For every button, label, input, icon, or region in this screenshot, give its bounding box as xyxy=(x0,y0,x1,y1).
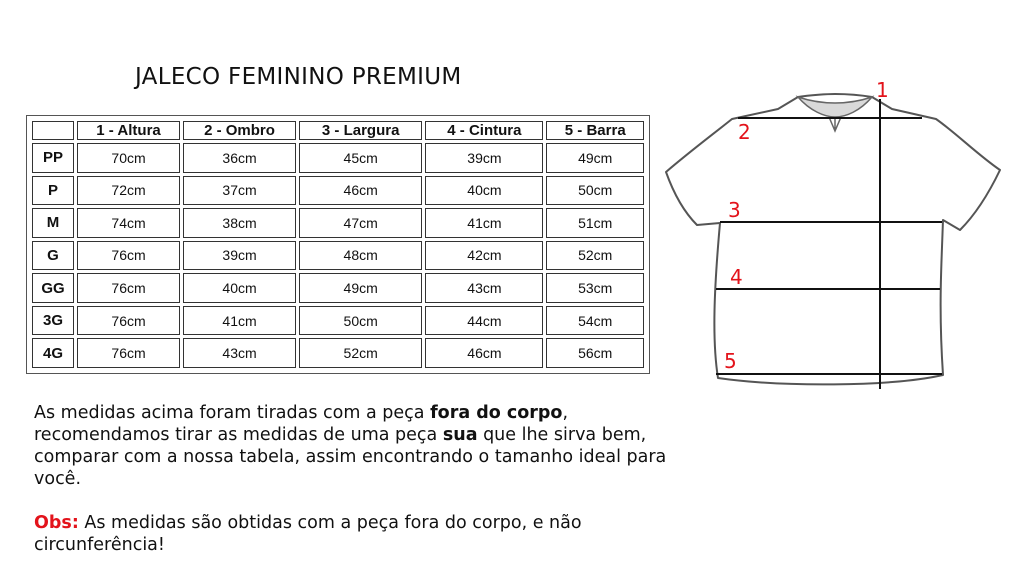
size-label: 4G xyxy=(32,338,74,368)
table-header-row xyxy=(32,121,644,140)
notes-paragraph xyxy=(34,402,674,490)
table-cell: 42cm xyxy=(425,241,543,271)
table-row xyxy=(32,208,644,238)
table-cell: 76cm xyxy=(77,338,180,368)
table-cell: 72cm xyxy=(77,176,180,206)
table-cell: 50cm xyxy=(546,176,644,206)
table-row xyxy=(32,176,644,206)
obs-label: Obs: xyxy=(34,513,79,533)
size-label: PP xyxy=(32,143,74,173)
shirt-outline xyxy=(666,94,1000,384)
table-cell: 43cm xyxy=(425,273,543,303)
table-cell: 47cm xyxy=(299,208,422,238)
column-header-barra: 5 - Barra xyxy=(546,121,644,140)
table-cell: 39cm xyxy=(183,241,296,271)
table-row xyxy=(32,143,644,173)
table-cell: 70cm xyxy=(77,143,180,173)
notes-text: que lhe sirva bem, comparar com a nossa tabela, assim encontrando o tamanho ideal para você. xyxy=(34,425,667,489)
table-cell: 52cm xyxy=(546,241,644,271)
table-cell: 50cm xyxy=(299,306,422,336)
table-row xyxy=(32,338,644,368)
notes-text: As medidas acima foram tiradas com a peça xyxy=(34,403,431,423)
table-cell: 41cm xyxy=(425,208,543,238)
table-cell: 40cm xyxy=(425,176,543,206)
measurement-notes xyxy=(34,402,674,556)
table-row xyxy=(32,273,644,303)
obs-text: As medidas são obtidas com a peça fora do corpo, e não circunferência! xyxy=(34,513,582,555)
size-table-container xyxy=(26,115,650,374)
table-cell: 36cm xyxy=(183,143,296,173)
column-header-ombro: 2 - Ombro xyxy=(183,121,296,140)
table-corner-cell xyxy=(32,121,74,140)
table-cell: 37cm xyxy=(183,176,296,206)
table-cell: 56cm xyxy=(546,338,644,368)
table-cell: 76cm xyxy=(77,306,180,336)
column-header-altura: 1 - Altura xyxy=(77,121,180,140)
column-header-cintura: 4 - Cintura xyxy=(425,121,543,140)
table-cell: 45cm xyxy=(299,143,422,173)
table-cell: 46cm xyxy=(299,176,422,206)
table-cell: 53cm xyxy=(546,273,644,303)
size-label: GG xyxy=(32,273,74,303)
size-table xyxy=(29,118,647,371)
size-label: P xyxy=(32,176,74,206)
size-label: 3G xyxy=(32,306,74,336)
table-row xyxy=(32,241,644,271)
notes-emphasis: sua xyxy=(442,425,478,445)
table-cell: 74cm xyxy=(77,208,180,238)
table-cell: 44cm xyxy=(425,306,543,336)
table-cell: 52cm xyxy=(299,338,422,368)
table-cell: 39cm xyxy=(425,143,543,173)
shirt-measurement-diagram xyxy=(660,75,1010,395)
table-cell: 76cm xyxy=(77,241,180,271)
table-cell: 54cm xyxy=(546,306,644,336)
table-cell: 51cm xyxy=(546,208,644,238)
page-title: JALECO FEMININO PREMIUM xyxy=(135,64,462,90)
table-cell: 43cm xyxy=(183,338,296,368)
table-cell: 38cm xyxy=(183,208,296,238)
column-header-largura: 3 - Largura xyxy=(299,121,422,140)
diagram-label-2: 2 xyxy=(738,120,751,144)
table-cell: 49cm xyxy=(546,143,644,173)
diagram-label-4: 4 xyxy=(730,265,743,289)
size-label: M xyxy=(32,208,74,238)
table-cell: 46cm xyxy=(425,338,543,368)
table-cell: 41cm xyxy=(183,306,296,336)
notes-text: , recomendamos tirar as medidas de uma peça xyxy=(34,403,569,445)
table-cell: 40cm xyxy=(183,273,296,303)
size-label: G xyxy=(32,241,74,271)
notes-emphasis: fora do corpo xyxy=(430,403,563,423)
diagram-label-3: 3 xyxy=(728,198,741,222)
diagram-label-5: 5 xyxy=(724,349,737,373)
diagram-label-1: 1 xyxy=(876,78,889,102)
table-cell: 76cm xyxy=(77,273,180,303)
table-cell: 48cm xyxy=(299,241,422,271)
table-row xyxy=(32,306,644,336)
obs-paragraph xyxy=(34,512,674,556)
table-cell: 49cm xyxy=(299,273,422,303)
